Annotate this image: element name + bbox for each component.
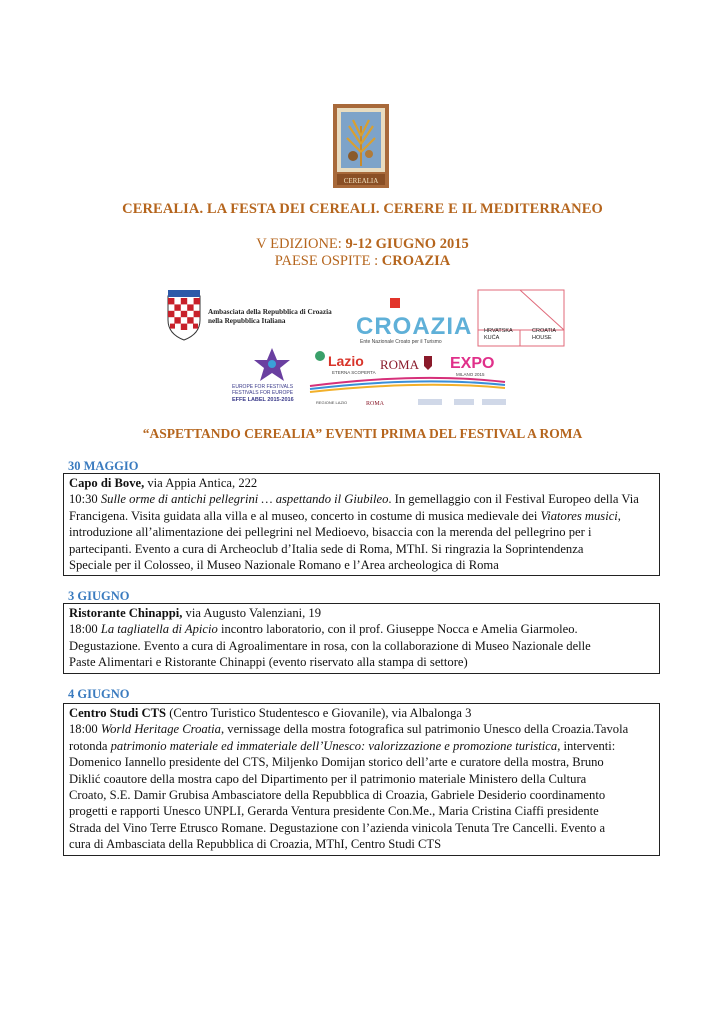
event-text: , [617,508,621,523]
roma-small-logo: ROMA [366,401,385,407]
edition-prefix: V EDIZIONE: [256,236,346,252]
event-line: partecipanti. Evento a cura di Archeoclub d’Italia sede di Roma, MThI. Si ringrazia la Soprintendenza [69,541,584,556]
event-address: via Augusto Valenziani, 19 [182,606,322,620]
event-place-line [69,705,654,721]
event-place: Capo di Bove, [69,476,145,490]
event-line: introduzione all’alimentazione dei pellegrini nel Medioevo, bisaccia con la merenda del pellegrino per i [69,525,592,540]
event-line: Croato, S.E. Damir Grubisa Ambasciatore della Repubblica di Croazia, Gabriele Desiderio coordinamento [69,788,606,803]
event-line: Degustazione. Evento a cura di Agroalimentare in rosa, con la collaborazione di Museo Nazionale delle [69,638,591,653]
event-line: Paste Alimentari e Ristorante Chinappi (evento riservato alla stampa di settore) [69,655,468,670]
edition-line [0,236,725,253]
guest-country-line [0,253,725,270]
event-address: via Appia Antica, 222 [144,476,258,490]
expo-sub: MILANO 2015 [456,372,485,377]
event-title: Sulle orme di antichi pellegrini … aspettando il Giubileo [100,492,389,507]
event-date-2: 3 GIUGNO [68,589,130,603]
logo-label: CEREALIA [343,177,379,185]
effe-line3: EFFE LABEL 2015-2016 [232,397,294,403]
event-text: . In gemellaggio con il Festival Europeo della Via [388,492,639,507]
hrvatska-left2: KUĆA [484,335,500,341]
event-italic: patrimonio materiale ed immateriale dell’Unesco: valorizzazione e promozione turistica [110,738,558,753]
event-address: (Centro Turistico Studentesco e Giovanile), via Albalonga 3 [166,706,472,720]
event-time: 18:00 [69,622,101,637]
event-text: rotonda [69,738,111,753]
event-text: Francigena. Visita guidata alla villa e al museo, concerto in costume di musica medievale dei [69,508,541,523]
embassy-line2: nella Repubblica Italiana [208,317,286,325]
event-line: progetti e rapporti Unesco UNPLI, Gerarda Ventura presidente Con.Me., Maria Cristina Ciaffi presidente [69,804,599,819]
event-text: , interventi: [557,738,616,753]
section-subtitle: “ASPETTANDO CEREALIA” EVENTI PRIMA DEL FESTIVAL A ROMA [142,426,583,441]
event-line [69,721,654,737]
hrvatska-right2: HOUSE [532,335,552,341]
event-date-3: 4 GIUGNO [68,687,130,701]
event-box-1 [63,473,660,576]
guest-prefix: PAESE OSPITE : [274,253,382,269]
lazio-sub: ETERNA SCOPERTA [332,370,376,375]
event-line: Diklić coautore della mostra capo del Dipartimento per il patrimonio materiale Ministero della Cultura [69,771,587,786]
croazia-tagline: Ente Nazionale Croato per il Turismo [360,339,442,345]
event-time: 18:00 [69,722,101,737]
embassy-line1: Ambasciata della Repubblica di Croazia [208,308,332,316]
expo-logo: EXPO [450,355,495,372]
croatia-coat-of-arms-icon [168,290,200,340]
event-line: Strada del Vino Terre Etrusco Romane. Degustazione con l’azienda vinicola Tenuta Tre Cancelli. Evento a [69,820,606,835]
effe-label-logo [232,348,294,403]
croatia-house-logo [478,290,564,346]
event-line [69,621,654,637]
croazia-tourism-logo [356,298,472,345]
event-title: La tagliatella di Apicio [100,622,218,637]
event-title: World Heritage Croatia [100,722,221,737]
event-line [69,508,654,524]
event-line [69,738,654,754]
event-line [69,491,654,507]
event-italic: Viatores musici [540,508,618,523]
event-line: Speciale per il Colosseo, il Museo Nazionale Romano e l’Area archeologica di Roma [69,558,499,573]
edition-dates: 9-12 GIUGNO 2015 [345,236,469,252]
regione-logo: REGIONE LAZIO [316,400,348,405]
lazio-logo: Lazio [328,353,364,369]
sponsor-logos [160,286,580,416]
hrvatska-left1: HRVATSKA [484,328,513,334]
event-place: Ristorante Chinappi, [69,606,183,620]
hrvatska-right1: CROATIA [532,328,557,334]
event-time: 10:30 [69,492,101,507]
event-place-line [69,475,654,491]
event-box-2 [63,603,660,674]
event-date-1: 30 MAGGIO [68,459,139,473]
cerealia-logo [333,104,389,188]
guest-country: CROAZIA [381,253,451,269]
page-title: CEREALIA. LA FESTA DEI CEREALI. CERERE E IL MEDITERRANEO [122,201,603,217]
event-line: Domenico Iannello presidente del CTS, Miljenko Domijan storico dell’arte e curatore della mostra, Bruno [69,755,604,770]
event-box-3 [63,703,660,856]
roma-logo: ROMA [380,357,420,372]
event-text: , vernissage della mostra fotografica sul patrimonio Unesco della Croazia.Tavola [220,722,629,737]
event-place-line [69,605,654,621]
croazia-logo-text: CROAZIA [356,313,473,340]
institutional-logos-strip [310,351,506,407]
event-place: Centro Studi CTS [69,706,167,720]
event-line: cura di Ambasciata della Repubblica di Croazia, MThI, Centro Studi CTS [69,837,442,852]
effe-line1: EUROPE FOR FESTIVALS [232,384,294,390]
event-text: incontro laboratorio, con il prof. Giuseppe Nocca e Amelia Giarmoleo. [217,622,578,637]
effe-line2: FESTIVALS FOR EUROPE [232,390,294,396]
